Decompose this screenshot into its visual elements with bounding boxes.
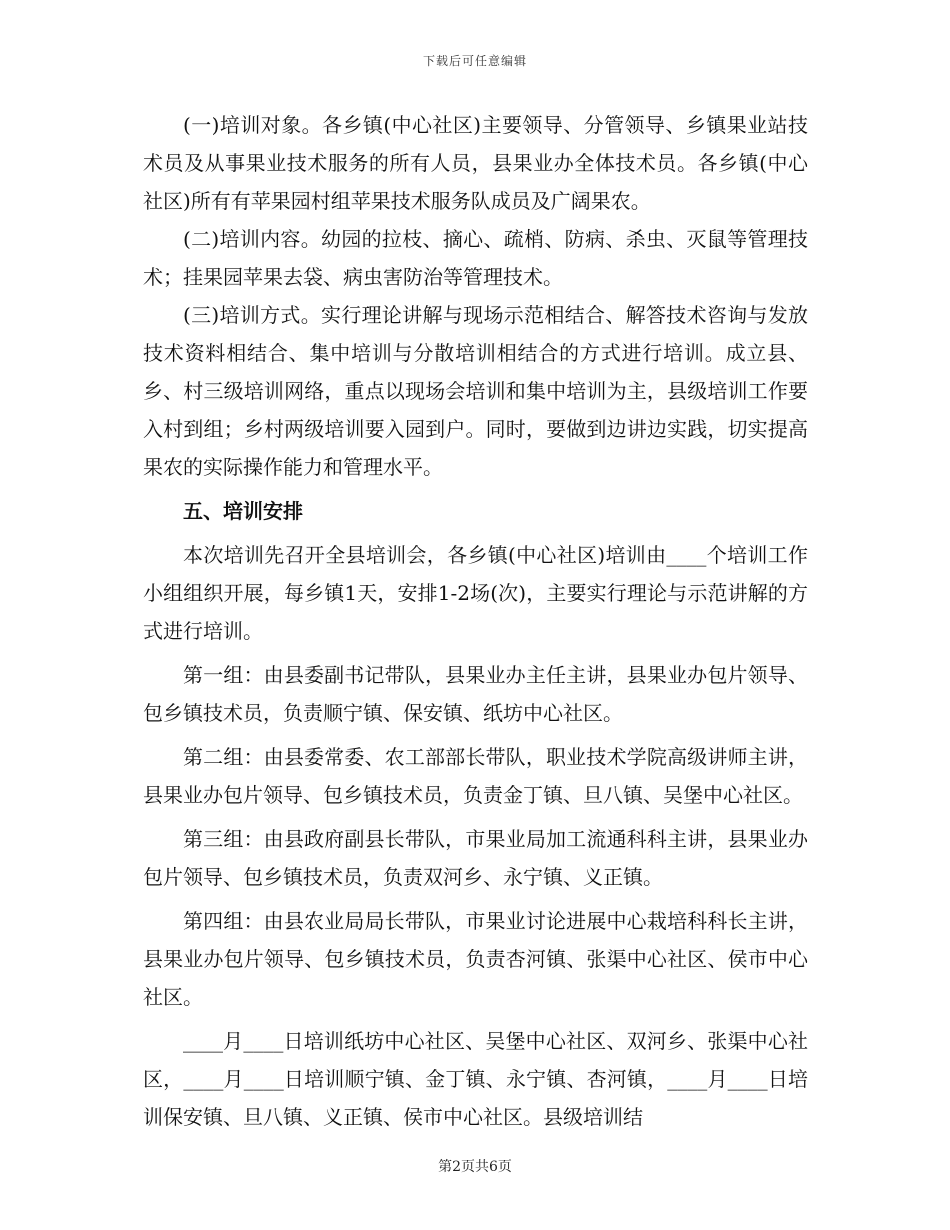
- paragraph-group-four: 第四组：由县农业局局长带队，市果业讨论进展中心栽培科科长主讲，县果业办包片领导、包乡镇技术员，负责杏河镇、张渠中心社区、侯市中心社区。: [143, 909, 808, 1009]
- paragraph-group-three: 第三组：由县政府副县长带队，市果业局加工流通科科主讲，县果业办包片领导、包乡镇技术员，负责双河乡、永宁镇、义正镇。: [143, 827, 808, 889]
- paragraph-training-content: (二)培训内容。幼园的拉枝、摘心、疏梢、防病、杀虫、灭鼠等管理技术；挂果园苹果去袋、病虫害防治等管理技术。: [143, 227, 808, 289]
- document-body: [143, 106, 808, 1136]
- section-heading-training-schedule: 五、培训安排: [183, 499, 303, 523]
- page-header: 下载后可任意编辑: [422, 54, 527, 68]
- paragraph-training-targets: (一)培训对象。各乡镇(中心社区)主要领导、分管领导、乡镇果业站技术员及从事果业技术服务的所有人员，县果业办全体技术员。各乡镇(中心社区)所有有苹果园村组苹果技术服务队成员及广阔果农。: [143, 113, 808, 213]
- paragraph-training-method: (三)培训方式。实行理论讲解与现场示范相结合、解答技术咨询与发放技术资料相结合、集中培训与分散培训相结合的方式进行培训。成立县、乡、村三级培训网络，重点以现场会培训和集中培训为主，县级培训工作要入村到组；乡村两级培训要入园到户。同时，要做到边讲边实践，切实提高果农的实际操作能力和管理水平。: [143, 303, 808, 479]
- paragraph-group-one: 第一组：由县委副书记带队，县果业办主任主讲，县果业办包片领导、包乡镇技术员，负责顺宁镇、保安镇、纸坊中心社区。: [143, 663, 808, 725]
- paragraph-schedule-intro: 本次培训先召开全县培训会，各乡镇(中心社区)培训由____个培训工作小组组织开展，每乡镇1天，安排1-2场(次)，主要实行理论与示范讲解的方式进行培训。: [143, 543, 808, 643]
- paragraph-group-two: 第二组：由县委常委、农工部部长带队，职业技术学院高级讲师主讲，县果业办包片领导、包乡镇技术员，负责金丁镇、旦八镇、吴堡中心社区。: [143, 745, 808, 807]
- paragraph-schedule-dates: ____月____日培训纸坊中心社区、吴堡中心社区、双河乡、张渠中心社区，____月____日培训顺宁镇、金丁镇、永宁镇、杏河镇，____月____日培训保安镇、旦八镇、义正镇、侯市中心社区。县级培训结: [143, 1029, 808, 1129]
- page-number-footer: 第2页共6页: [438, 1159, 512, 1175]
